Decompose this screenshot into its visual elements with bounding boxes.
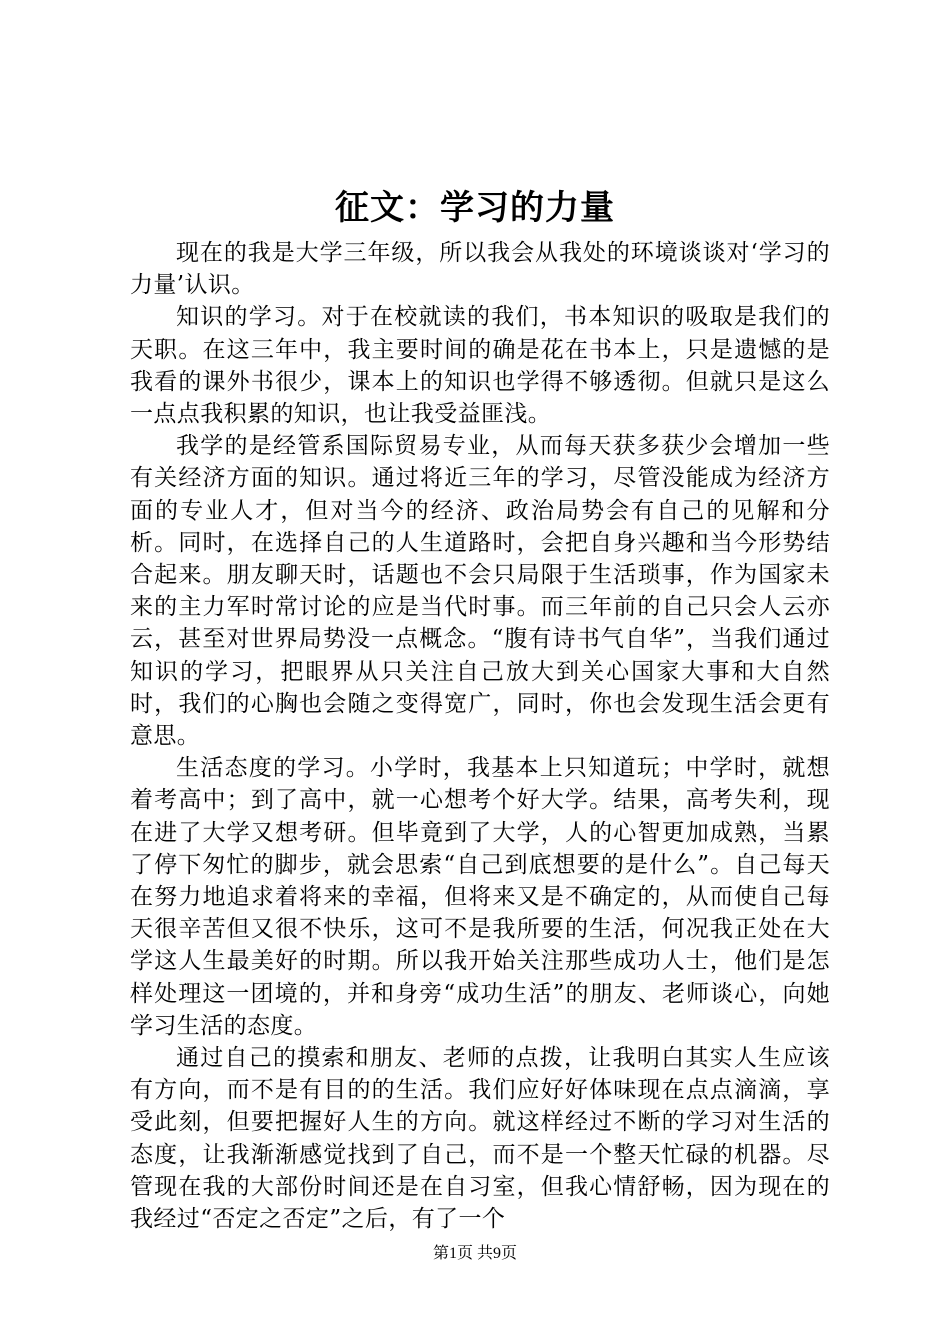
- document-body: [130, 237, 830, 1235]
- paragraph-intro: 现在的我是大学三年级，所以我会从我处的环境谈谈对‘学习的力量’认识。: [130, 240, 830, 299]
- paragraph-knowledge: 知识的学习。对于在校就读的我们，书本知识的吸取是我们的天职。在这三年中，我主要时间的确是花在书本上，只是遗憾的是我看的课外书很少，课本上的知识也学得不够透彻。但就只是这么一点点我积累的知识，也让我受益匪浅。: [130, 304, 830, 428]
- page-footer: 第1页 共9页: [432, 1245, 517, 1262]
- paragraph-direction: 通过自己的摸索和朋友、老师的点拨，让我明白其实人生应该有方向，而不是有目的的生活。我们应好好体味现在点点滴滴，享受此刻，但要把握好人生的方向。就这样经过不断的学习对生活的态度，让我渐渐感觉找到了自己，而不是一个整天忙碌的机器。尽管现在我的大部份时间还是在自习室，但我心情舒畅，因为现在的我经过“否定之否定”之后，有了一个: [130, 1045, 830, 1233]
- document-title: 征文：学习的力量: [335, 188, 615, 228]
- paragraph-life-attitude: 生活态度的学习。小学时，我基本上只知道玩；中学时，就想着考高中；到了高中，就一心想考个好大学。结果，高考失利，现在进了大学又想考研。但毕竟到了大学，人的心智更加成熟，当累了停下匆忙的脚步，就会思索“自己到底想要的是什么”。自己每天在努力地追求着将来的幸福，但将来又是不确定的，从而使自己每天很辛苦但又很不快乐，这可不是我所要的生活，何况我正处在大学这人生最美好的时期。所以我开始关注那些成功人士，他们是怎样处理这一团境的，并和身旁“成功生活”的朋友、老师谈心，向她学习生活的态度。: [130, 755, 830, 1039]
- paragraph-major: 我学的是经管系国际贸易专业，从而每天获多获少会增加一些有关经济方面的知识。通过将近三年的学习，尽管没能成为经济方面的专业人才，但对当今的经济、政治局势会有自己的见解和分析。同时，在选择自己的人生道路时，会把自身兴趣和当今形势结合起来。朋友聊天时，话题也不会只局限于生活琐事，作为国家未来的主力军时常讨论的应是当代时事。而三年前的自己只会人云亦云，甚至对世界局势没一点概念。“腹有诗书气自华”，当我们通过知识的学习，把眼界从只关注自己放大到关心国家大事和大自然时，我们的心胸也会随之变得宽广，同时，你也会发现生活会更有意思。: [130, 433, 830, 750]
